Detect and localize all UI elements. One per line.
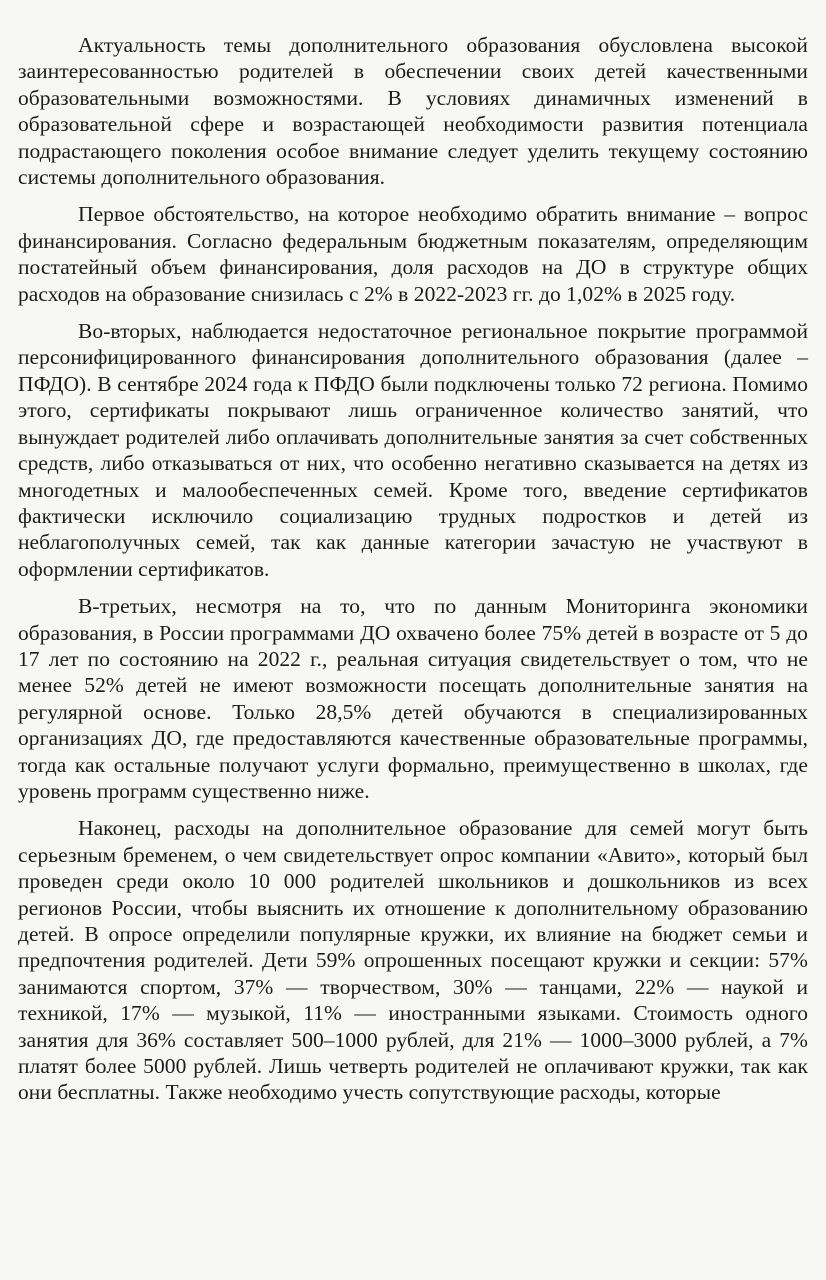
- paragraph-relevance: Актуальность темы дополнительного образования обусловлена высокой заинтересованностью родителей в обеспечении своих детей качественными образовательными возможностями. В условиях динамичных изменений в образовательной сфере и возрастающей необходимости развития потенциала подрастающего поколения особое внимание следует уделить текущему состоянию системы дополнительного образования.: [18, 33, 808, 190]
- paragraph-family-expenses: Наконец, расходы на дополнительное образование для семей могут быть серьезным бременем, о чем свидетельствует опрос компании «Авито», который был проведен среди около 10 000 родителей школьников и дошкольников из всех регионов России, чтобы выяснить их отношение к дополнительному образованию детей. В опросе определили популярные кружки, их влияние на бюджет семьи и предпочтения родителей. Дети 59% опрошенных посещают кружки и секции: 57% занимаются спортом, 37% — творчеством, 30% — танцами, 22% — наукой и техникой, 17% — музыкой, 11% — иностранными языками. Стоимость одного занятия для 36% составляет 500–1000 рублей, для 21% — 1000–3000 рублей, а 7% платят более 5000 рублей. Лишь четверть родителей не оплачивают кружки, так как они бесплатны. Также необходимо учесть сопутствующие расходы, которые: [18, 816, 808, 1105]
- paragraph-financing: Первое обстоятельство, на которое необходимо обратить внимание – вопрос финансирования. Согласно федеральным бюджетным показателям, определяющим постатейный объем финансирования, доля расходов на ДО в структуре общих расходов на образование снизилась с 2% в 2022-2023 гг. до 1,02% в 2025 году.: [18, 202, 808, 306]
- document-page: [18, 32, 808, 1106]
- paragraph-pfdo-coverage: Во-вторых, наблюдается недостаточное региональное покрытие программой персонифицированного финансирования дополнительного образования (далее – ПФДО). В сентябре 2024 года к ПФДО были подключены только 72 региона. Помимо этого, сертификаты покрывают лишь ограниченное количество занятий, что вынуждает родителей либо оплачивать дополнительные занятия за счет собственных средств, либо отказываться от них, что особенно негативно сказывается на детях из многодетных и малообеспеченных семей. Кроме того, введение сертификатов фактически исключило социализацию трудных подростков и детей из неблагополучных семей, так как данные категории зачастую не участвуют в оформлении сертификатов.: [18, 319, 808, 581]
- paragraph-monitoring: В-третьих, несмотря на то, что по данным Мониторинга экономики образования, в России программами ДО охвачено более 75% детей в возрасте от 5 до 17 лет по состоянию на 2022 г., реальная ситуация свидетельствует о том, что не менее 52% детей не имеют возможности посещать дополнительные занятия на регулярной основе. Только 28,5% детей обучаются в специализированных организациях ДО, где предоставляются качественные образовательные программы, тогда как остальные получают услуги формально, преимущественно в школах, где уровень программ существенно ниже.: [18, 594, 808, 803]
